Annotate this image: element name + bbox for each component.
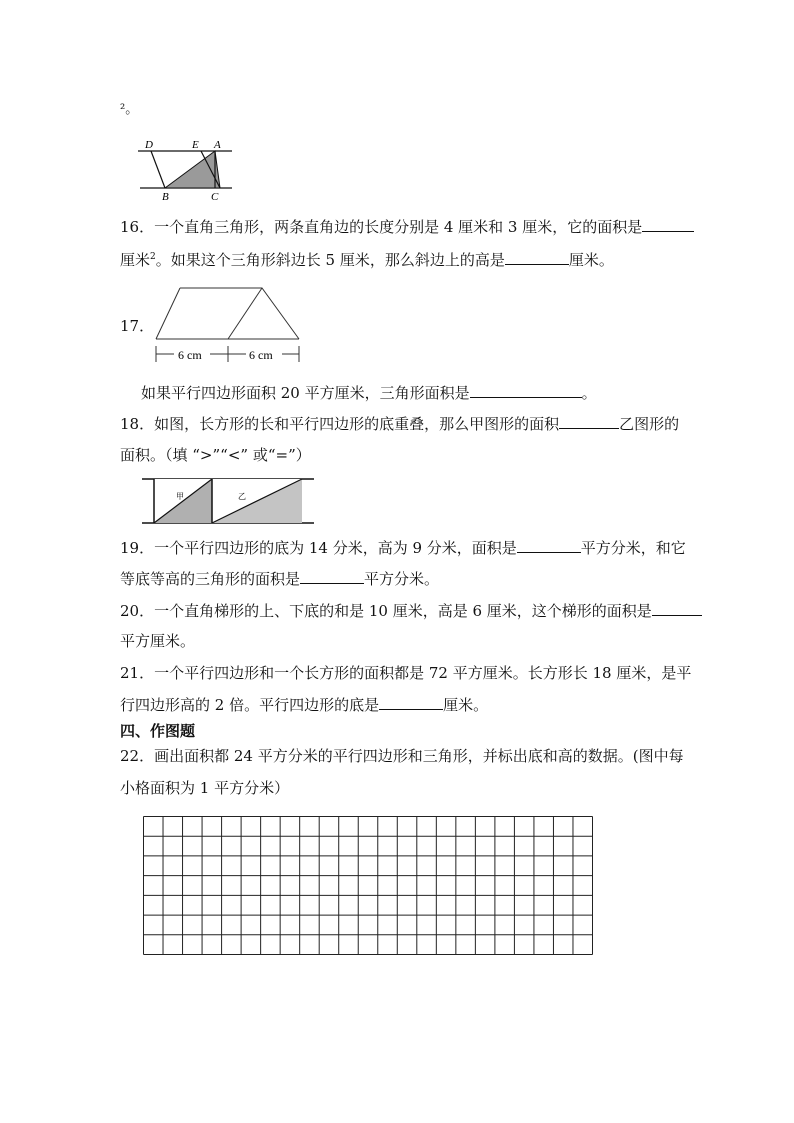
q15-label-a: A	[214, 139, 221, 151]
q15-label-c: C	[211, 191, 219, 203]
q19-line2	[120, 567, 439, 590]
q16-text1: 16．一个直角三角形，两条直角边的长度分别是 4 厘米和 3 厘米，它的面积是	[120, 218, 643, 236]
q19-text4: 平方分米。	[364, 570, 440, 588]
q20-line2: 平方厘米。	[120, 632, 196, 650]
q19-text2: 平方分米，和它	[580, 539, 686, 557]
q15-label-e: E	[192, 139, 199, 151]
q17-period: 。	[581, 384, 597, 402]
q15-figure	[132, 136, 234, 204]
q16-line1	[120, 215, 694, 238]
q18-label-jia: 甲	[176, 492, 184, 501]
q18-text2: 乙图形的	[619, 415, 680, 433]
q22-line2: 小格面积为 1 平方分米）	[120, 779, 290, 797]
q19-area-blank[interactable]	[517, 536, 581, 553]
q18-label-yi: 乙	[238, 492, 246, 501]
q22-line1: 22．画出面积都 24 平方分米的平行四边形和三角形，并标出底和高的数据。(图中每	[120, 747, 684, 765]
q17-text: 如果平行四边形面积 20 平方厘米，三角形面积是	[141, 384, 470, 402]
q21-text: 行四边形高的 2 倍。平行四边形的底是	[120, 696, 380, 714]
q16-line2	[120, 246, 614, 271]
q21-line1: 21．一个平行四边形和一个长方形的面积都是 72 平方厘米。长方形长 18 厘米，是平	[120, 664, 692, 682]
q18-text1: 18．如图，长方形的长和平行四边形的底重叠，那么甲图形的面积	[120, 415, 560, 433]
q17-blank[interactable]	[470, 381, 582, 398]
q17-middle-edge	[228, 288, 262, 339]
q21-unit: 厘米。	[443, 696, 489, 714]
q16-superscript: 2	[150, 252, 156, 262]
q17-number: 17．	[120, 317, 155, 335]
continued-text-fragment: ²。	[120, 102, 139, 117]
q18-figure	[142, 473, 314, 529]
q19-triangle-blank[interactable]	[300, 567, 364, 584]
q19-text1: 19．一个平行四边形的底为 14 分米，高为 9 分米，面积是	[120, 539, 517, 557]
q16-unit: 厘米	[120, 251, 151, 269]
q21-blank[interactable]	[379, 693, 443, 710]
q16-text2: 。如果这个三角形斜边长 5 厘米，那么斜边上的高是	[155, 251, 505, 269]
q17-top-edges	[180, 288, 299, 339]
q15-label-d: D	[145, 139, 153, 151]
q17-left-edge	[156, 288, 180, 339]
q21-line2	[120, 693, 488, 716]
q17-question	[141, 381, 597, 404]
q16-height-blank[interactable]	[505, 248, 569, 265]
q20-text1: 20．一个直角梯形的上、下底的和是 10 厘米，高是 6 厘米，这个梯形的面积是	[120, 602, 652, 620]
section-heading: 四、作图题	[120, 722, 196, 740]
q15-label-b: B	[162, 191, 169, 203]
q20-line1	[120, 599, 702, 622]
q19-text3: 等底等高的三角形的面积是	[120, 570, 301, 588]
drawing-grid[interactable]	[143, 816, 593, 956]
q18-blank[interactable]	[559, 412, 619, 429]
q16-text3: 厘米。	[568, 251, 614, 269]
q17-figure	[150, 282, 306, 366]
q16-area-blank[interactable]	[642, 215, 694, 232]
q15-shaded-triangle	[165, 151, 220, 188]
q18-line2: 面积。（填 “>”“<” 或“=”）	[120, 446, 311, 464]
q17-dim-right: 6 cm	[249, 348, 273, 362]
q15-db-edge	[151, 151, 165, 188]
q19-line1	[120, 536, 686, 559]
q20-blank[interactable]	[652, 599, 702, 616]
q18-line1	[120, 412, 679, 435]
q17-dim-left: 6 cm	[178, 348, 202, 362]
